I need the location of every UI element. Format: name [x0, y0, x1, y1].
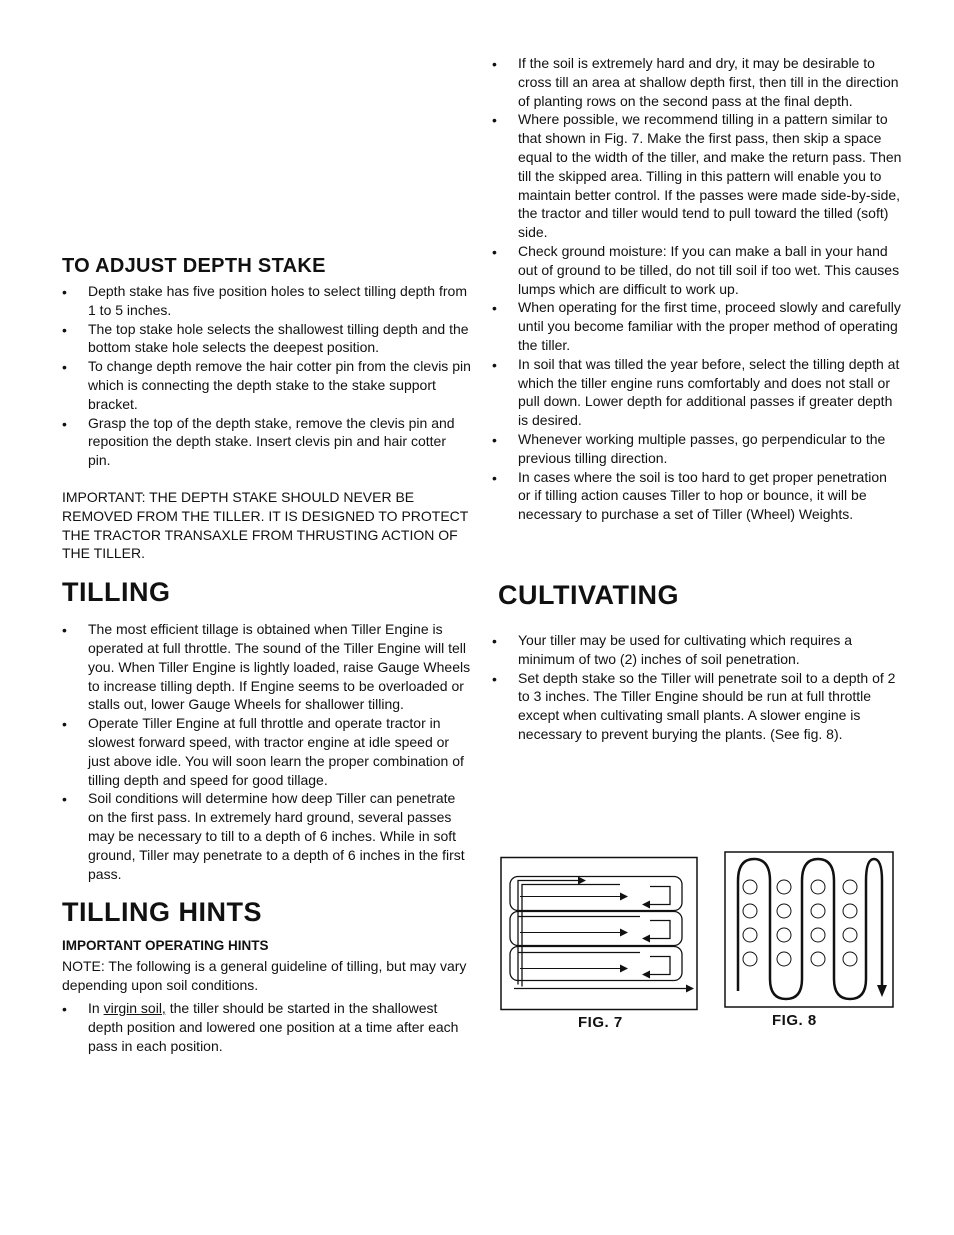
list-item: • Soil conditions will determine how deep Tiller can penetrate on the first pass. In extremely hard ground, several passes may be necessary to till to a depth of 6 inches. While in soft ground, Tiller may penetrate to a depth of 6 inches in the first pass. [62, 789, 472, 883]
adjust-list [62, 282, 472, 470]
important-operating-hints-subheading: IMPORTANT OPERATING HINTS [62, 938, 269, 954]
list-item: • In cases where the soil is too hard to get proper penetration or if tilling action causes Tiller to hop or bounce, it will be necessary to purchase a set of Tiller (Wheel) Weights. [492, 468, 902, 524]
important-warning: IMPORTANT: THE DEPTH STAKE SHOULD NEVER BE REMOVED FROM THE TILLER. IT IS DESIGNED TO PROTECT THE TRACTOR TRANSAXLE FROM THRUSTING ACTION OF THE TILLER. [62, 488, 469, 562]
list-item: • If the soil is extremely hard and dry, it may be desirable to cross till an area at shallow depth first, then till in the direction of planting rows on the second pass at the final depth. [492, 54, 902, 110]
fig7-caption: FIG. 7 [578, 1014, 623, 1031]
right-hints-list [492, 54, 902, 524]
virgin-soil-term: virgin soil, [103, 999, 166, 1016]
list-item: • In soil that was tilled the year before, select the tilling depth at which the tiller engine runs comfortably and does not stall or pull down. Lower depth for additional passes if greater depth is desired. [492, 355, 902, 430]
fig8-caption: FIG. 8 [772, 1012, 817, 1029]
adjust-depth-stake-heading: TO ADJUST DEPTH STAKE [62, 255, 326, 277]
tilling-heading: TILLING [62, 577, 171, 608]
note-text: NOTE: The following is a general guideline of tilling, but may vary depending upon soil conditions. [62, 958, 467, 994]
cultivating-list [492, 631, 902, 744]
list-item: • Whenever working multiple passes, go perpendicular to the previous tilling direction. [492, 430, 902, 468]
list-item: • Depth stake has five position holes to select tilling depth from 1 to 5 inches. [62, 282, 472, 320]
list-item: • The top stake hole selects the shallowest tilling depth and the bottom stake hole selects the deepest position. [62, 320, 472, 358]
list-item: • Check ground moisture: If you can make a ball in your hand out of ground to be tilled, do not till soil if too wet. This causes lumps which are difficult to work up. [492, 242, 902, 298]
list-item: • To change depth remove the hair cotter pin from the clevis pin which is connecting the depth stake to the stake support bracket. [62, 357, 472, 413]
list-item: • The most efficient tillage is obtained when Tiller Engine is operated at full throttle. The sound of the Tiller Engine will tell you. When Tiller Engine is lightly loaded, raise Gauge Wheels to increase tilling depth. If Engine seems to be overloaded or stalls out, lower Gauge Wheels for shallower tilling. [62, 620, 472, 714]
cultivating-heading: CULTIVATING [498, 579, 679, 610]
list-item: • When operating for the first time, proceed slowly and carefully until you become familiar with the proper method of operating the tiller. [492, 298, 902, 354]
left-column [62, 255, 472, 1055]
list-item: • In virgin soil, the tiller should be started in the shallowest depth position and lowered one position at a time after each pass in each position. [62, 999, 472, 1055]
list-item: • Where possible, we recommend tilling in a pattern similar to that shown in Fig. 7. Make the first pass, then skip a space equal to the width of the tiller, and make the return pass. Then till the skipped area. Tilling in this pattern will enable you to maintain better control. If the passes were made side-by-side, the tractor and tiller would tend to pull toward the tilled (soft) side. [492, 110, 902, 242]
fig7-tilling-pattern-diagram [500, 855, 700, 1013]
hints-list [62, 999, 472, 1055]
right-column [492, 54, 902, 744]
tilling-hints-heading: TILLING HINTS [62, 897, 262, 928]
tilling-list [62, 620, 472, 883]
fig8-cultivating-pattern-diagram [724, 851, 896, 1009]
list-item: • Operate Tiller Engine at full throttle and operate tractor in slowest forward speed, with tractor engine at idle speed or just above idle. You will soon learn the proper combination of tilling depth and speed for good tillage. [62, 714, 472, 789]
list-item: • Your tiller may be used for cultivating which requires a minimum of two (2) inches of soil penetration. [492, 631, 902, 669]
list-item: • Set depth stake so the Tiller will penetrate soil to a depth of 2 to 3 inches. The Tiller Engine should be run at full throttle except when cultivating small plants. A slower engine is necessary to prevent burying the plants. (See fig. 8). [492, 669, 902, 744]
list-item: • Grasp the top of the depth stake, remove the clevis pin and reposition the depth stake. Insert clevis pin and hair cotter pin. [62, 414, 472, 470]
